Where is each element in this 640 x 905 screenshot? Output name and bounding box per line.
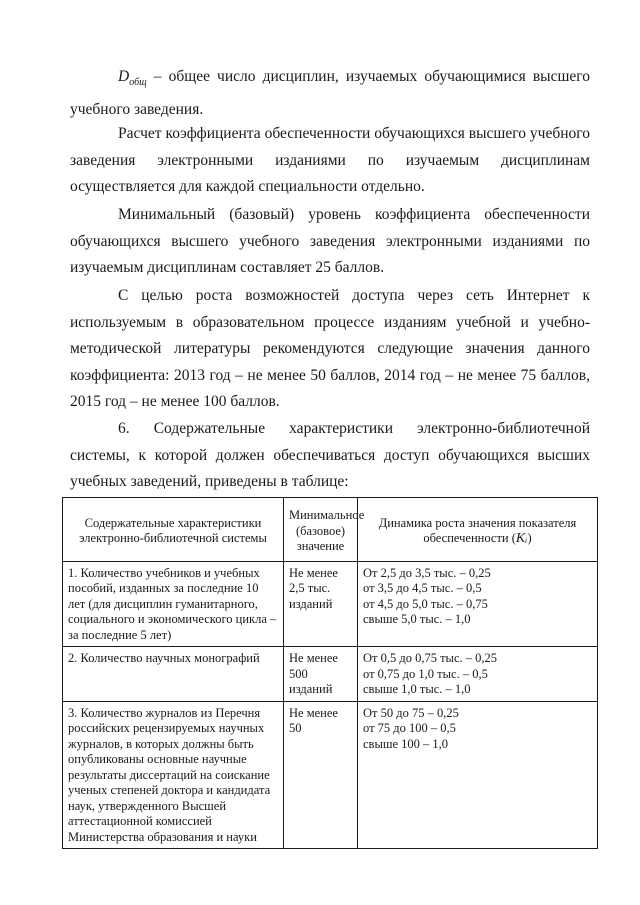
paragraph-minimum-level: Минимальный (базовый) уровень коэффициента обеспеченности обучающихся высшего учебного заведения электронными изданиями по изучаемым дисциплинам составляет 25 баллов. xyxy=(70,206,590,276)
d-definition-text: – общее число дисциплин, изучаемых обучающимися высшего учебного заведения. xyxy=(70,68,590,118)
row-dynamics: От 0,5 до 0,75 тыс. – 0,25 от 0,75 до 1,0 тыс. – 0,5 свыше 1,0 тыс. – 1,0 xyxy=(358,647,598,702)
paragraph-d-definition xyxy=(70,64,590,123)
header-dynamics: Динамика роста значения показателя обеспеченности (Kᵢ) xyxy=(358,498,598,562)
d-symbol: $D_{общ}$ xyxy=(118,68,147,89)
paragraph-recommended-values: С целью роста возможностей доступа через сеть Интернет к используемым в образовательном процессе изданиям учебной и учебно-методической литературы рекомендуются следующие значения данного коэффициента: 2013 год – не менее 50 баллов, 2014 год – не менее 75 баллов, 2015 год – не менее 100 баллов. xyxy=(70,287,590,410)
header-minimum: Минимальное (базовое) значение xyxy=(284,498,358,562)
row-minimum: Не менее 2,5 тыс. изданий xyxy=(284,561,358,647)
row-minimum: Не менее 500 изданий xyxy=(284,647,358,702)
table-header-row xyxy=(63,498,598,562)
paragraph-calculation: Расчет коэффициента обеспеченности обучающихся высшего учебного заведения электронными изданиями по изучаемым дисциплинам осуществляется для каждой специальности отдельно. xyxy=(70,125,590,195)
k-symbol: Kᵢ xyxy=(515,531,528,547)
row-minimum: Не менее 50 xyxy=(284,701,358,849)
row-characteristic: 2. Количество научных монографий xyxy=(63,647,284,702)
row-dynamics: От 2,5 до 3,5 тыс. – 0,25 от 3,5 до 4,5 тыс. – 0,5 от 4,5 до 5,0 тыс. – 0,75 свыше 5,0 тыс. – 1,0 xyxy=(358,561,598,647)
characteristics-table xyxy=(62,497,598,849)
table-row xyxy=(63,561,598,647)
row-characteristic: 1. Количество учебников и учебных пособий, изданных за последние 10 лет (для дисциплин гуманитарного, социального и экономического цикла – за последние 5 лет) xyxy=(63,561,284,647)
paragraph-table-intro: 6. Содержательные характеристики электронно-библиотечной системы, к которой должен обеспечиваться доступ обучающихся высших учебных заведений, приведены в таблице: xyxy=(70,420,590,490)
row-characteristic: 3. Количество журналов из Перечня российских рецензируемых научных журналов, в которых должны быть опубликованы основные научные результаты диссертаций на соискание ученых степеней доктора и кандидата наук, утвержденного Высшей аттестационной комиссией Министерства образования и науки xyxy=(63,701,284,849)
header-characteristics: Содержательные характеристики электронно-библиотечной системы xyxy=(63,498,284,562)
row-dynamics: От 50 до 75 – 0,25 от 75 до 100 – 0,5 свыше 100 – 1,0 xyxy=(358,701,598,849)
table-row xyxy=(63,647,598,702)
table-row xyxy=(63,701,598,849)
